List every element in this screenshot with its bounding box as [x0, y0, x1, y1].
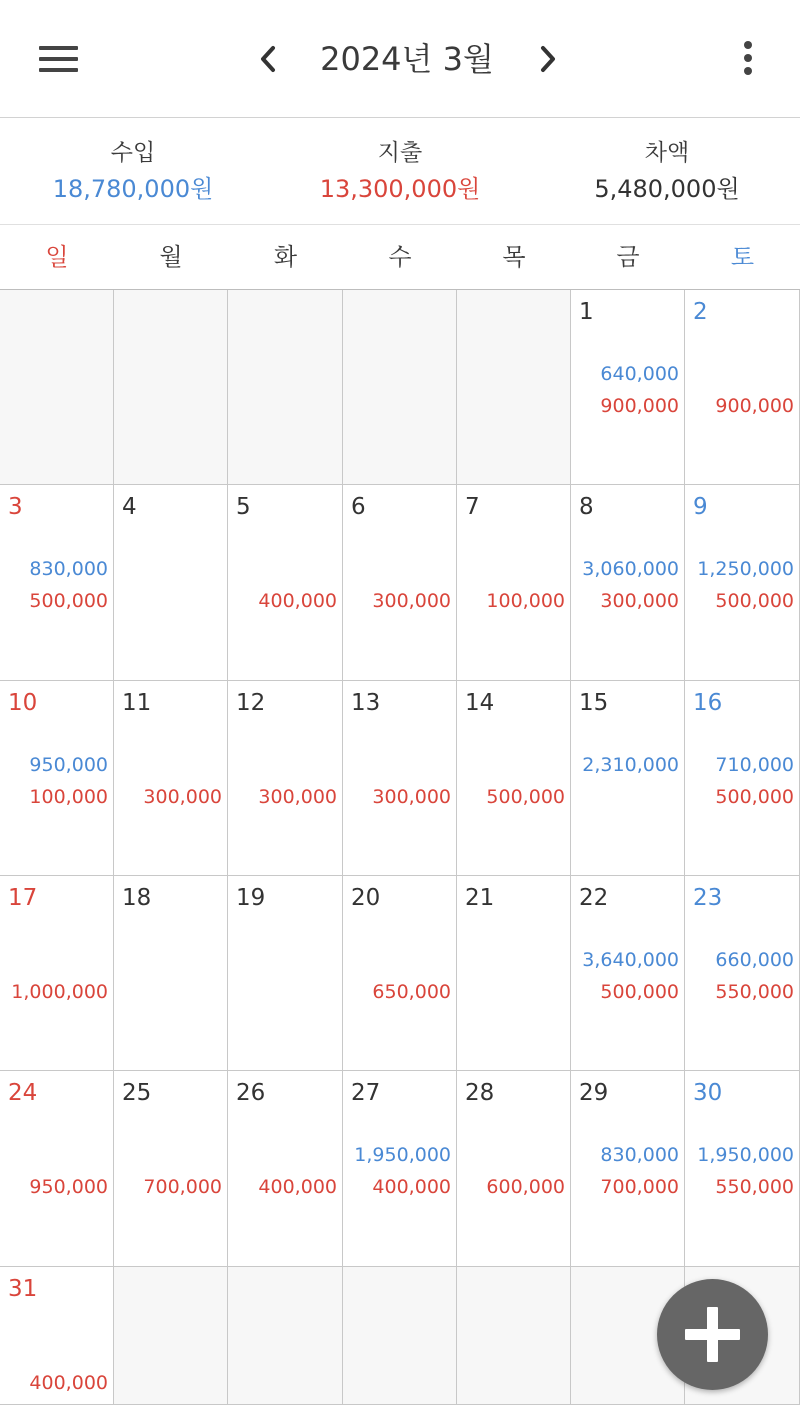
month-title[interactable]: 2024년 3월 — [320, 40, 494, 78]
day-expense: 400,000 — [372, 1176, 451, 1198]
day-expense: 700,000 — [600, 1176, 679, 1198]
more-vertical-icon[interactable] — [728, 36, 770, 82]
day-cell[interactable] — [0, 1071, 114, 1267]
day-expense: 550,000 — [715, 1176, 794, 1198]
day-income: 660,000 — [715, 949, 794, 971]
day-expense: 300,000 — [600, 590, 679, 612]
day-number: 15 — [579, 690, 609, 716]
day-income: 1,950,000 — [697, 1144, 794, 1166]
income-total: 18,780,000원 — [52, 175, 214, 203]
day-income: 2,310,000 — [582, 754, 679, 776]
day-number: 24 — [8, 1080, 38, 1106]
day-expense: 100,000 — [29, 786, 108, 808]
day-cell[interactable] — [685, 1071, 800, 1267]
day-cell[interactable] — [0, 485, 114, 681]
day-income: 830,000 — [600, 1144, 679, 1166]
day-income: 830,000 — [29, 558, 108, 580]
day-number: 1 — [579, 299, 594, 325]
day-number: 17 — [8, 885, 38, 911]
day-cell[interactable] — [114, 1071, 228, 1267]
day-expense: 300,000 — [372, 786, 451, 808]
day-cell[interactable] — [0, 876, 114, 1071]
day-number: 9 — [693, 494, 708, 520]
day-income: 950,000 — [29, 754, 108, 776]
day-cell[interactable] — [571, 876, 685, 1071]
day-number: 21 — [465, 885, 495, 911]
day-expense: 300,000 — [258, 786, 337, 808]
day-cell[interactable] — [457, 485, 571, 681]
empty-day-cell — [228, 1267, 343, 1405]
day-number: 19 — [236, 885, 266, 911]
day-number: 29 — [579, 1080, 609, 1106]
weekday-label: 목 — [502, 243, 526, 271]
empty-day-cell — [343, 290, 457, 485]
empty-day-cell — [343, 1267, 457, 1405]
day-expense: 300,000 — [372, 590, 451, 612]
day-number: 28 — [465, 1080, 495, 1106]
day-income: 710,000 — [715, 754, 794, 776]
day-number: 4 — [122, 494, 137, 520]
weekday-label: 일 — [45, 243, 69, 271]
balance-total: 5,480,000원 — [594, 175, 740, 203]
day-cell[interactable] — [457, 876, 571, 1071]
balance-label: 차액 — [644, 140, 690, 166]
day-expense: 600,000 — [486, 1176, 565, 1198]
day-cell[interactable] — [685, 876, 800, 1071]
day-expense: 500,000 — [29, 590, 108, 612]
weekday-label: 화 — [273, 243, 298, 271]
day-expense: 900,000 — [715, 395, 794, 417]
day-expense: 400,000 — [258, 590, 337, 612]
day-number: 25 — [122, 1080, 152, 1106]
day-number: 23 — [693, 885, 723, 911]
day-income: 1,950,000 — [354, 1144, 451, 1166]
day-cell[interactable] — [685, 681, 800, 876]
empty-day-cell — [114, 1267, 228, 1405]
empty-day-cell — [457, 1267, 571, 1405]
day-expense: 300,000 — [143, 786, 222, 808]
day-cell[interactable] — [571, 485, 685, 681]
day-number: 11 — [122, 690, 152, 716]
day-number: 14 — [465, 690, 495, 716]
day-number: 7 — [465, 494, 480, 520]
weekday-header — [0, 225, 800, 290]
expense-label: 지출 — [377, 140, 423, 166]
day-cell[interactable] — [457, 681, 571, 876]
weekday-label: 월 — [159, 243, 183, 271]
next-month-button[interactable] — [528, 38, 568, 80]
empty-day-cell — [457, 290, 571, 485]
day-expense: 500,000 — [486, 786, 565, 808]
income-summary — [0, 118, 266, 225]
day-expense: 650,000 — [372, 981, 451, 1003]
weekday-label: 수 — [388, 243, 412, 271]
day-number: 5 — [236, 494, 251, 520]
day-cell[interactable] — [114, 681, 228, 876]
day-cell[interactable] — [114, 876, 228, 1071]
day-cell[interactable] — [457, 1071, 571, 1267]
chevron-left-icon — [257, 44, 279, 74]
day-number: 22 — [579, 885, 609, 911]
day-number: 31 — [8, 1276, 38, 1302]
day-number: 2 — [693, 299, 708, 325]
day-cell[interactable] — [114, 485, 228, 681]
prev-month-button[interactable] — [248, 38, 288, 80]
day-income: 640,000 — [600, 363, 679, 385]
day-cell[interactable] — [571, 1071, 685, 1267]
day-number: 10 — [8, 690, 38, 716]
day-cell[interactable] — [343, 681, 457, 876]
day-cell[interactable] — [571, 681, 685, 876]
income-label: 수입 — [110, 140, 156, 166]
day-cell[interactable] — [228, 1071, 343, 1267]
day-number: 8 — [579, 494, 594, 520]
app-header — [0, 0, 800, 118]
day-expense: 900,000 — [600, 395, 679, 417]
day-cell[interactable] — [343, 485, 457, 681]
day-cell[interactable] — [0, 1267, 114, 1405]
day-number: 26 — [236, 1080, 266, 1106]
day-income: 1,250,000 — [697, 558, 794, 580]
day-cell[interactable] — [685, 485, 800, 681]
day-cell[interactable] — [685, 290, 800, 485]
balance-summary — [534, 118, 800, 225]
day-expense: 1,000,000 — [11, 981, 108, 1003]
day-number: 6 — [351, 494, 366, 520]
day-number: 3 — [8, 494, 23, 520]
expense-total: 13,300,000원 — [319, 175, 481, 203]
day-number: 16 — [693, 690, 723, 716]
day-number: 18 — [122, 885, 152, 911]
calendar-grid — [0, 290, 800, 1405]
day-number: 27 — [351, 1080, 381, 1106]
monthly-summary — [0, 118, 800, 225]
weekday-label: 토 — [730, 243, 755, 271]
day-cell[interactable] — [228, 876, 343, 1071]
add-entry-button[interactable] — [657, 1279, 768, 1390]
day-number: 12 — [236, 690, 266, 716]
day-expense: 700,000 — [143, 1176, 222, 1198]
day-expense: 400,000 — [258, 1176, 337, 1198]
day-cell[interactable] — [228, 485, 343, 681]
day-cell[interactable] — [571, 290, 685, 485]
day-expense: 950,000 — [29, 1176, 108, 1198]
empty-day-cell — [0, 290, 114, 485]
day-income: 3,060,000 — [582, 558, 679, 580]
weekday-label: 금 — [616, 243, 640, 271]
day-number: 13 — [351, 690, 381, 716]
day-expense: 500,000 — [715, 590, 794, 612]
expense-summary — [267, 118, 533, 225]
day-expense: 500,000 — [715, 786, 794, 808]
day-expense: 550,000 — [715, 981, 794, 1003]
empty-day-cell — [228, 290, 343, 485]
day-cell[interactable] — [228, 681, 343, 876]
empty-day-cell — [114, 290, 228, 485]
day-expense: 400,000 — [29, 1372, 108, 1394]
hamburger-icon[interactable] — [34, 36, 84, 82]
chevron-right-icon — [537, 44, 559, 74]
day-number: 30 — [693, 1080, 723, 1106]
day-cell[interactable] — [343, 1071, 457, 1267]
day-cell[interactable] — [0, 681, 114, 876]
day-income: 3,640,000 — [582, 949, 679, 971]
day-number: 20 — [351, 885, 381, 911]
day-cell[interactable] — [343, 876, 457, 1071]
day-expense: 100,000 — [486, 590, 565, 612]
day-expense: 500,000 — [600, 981, 679, 1003]
